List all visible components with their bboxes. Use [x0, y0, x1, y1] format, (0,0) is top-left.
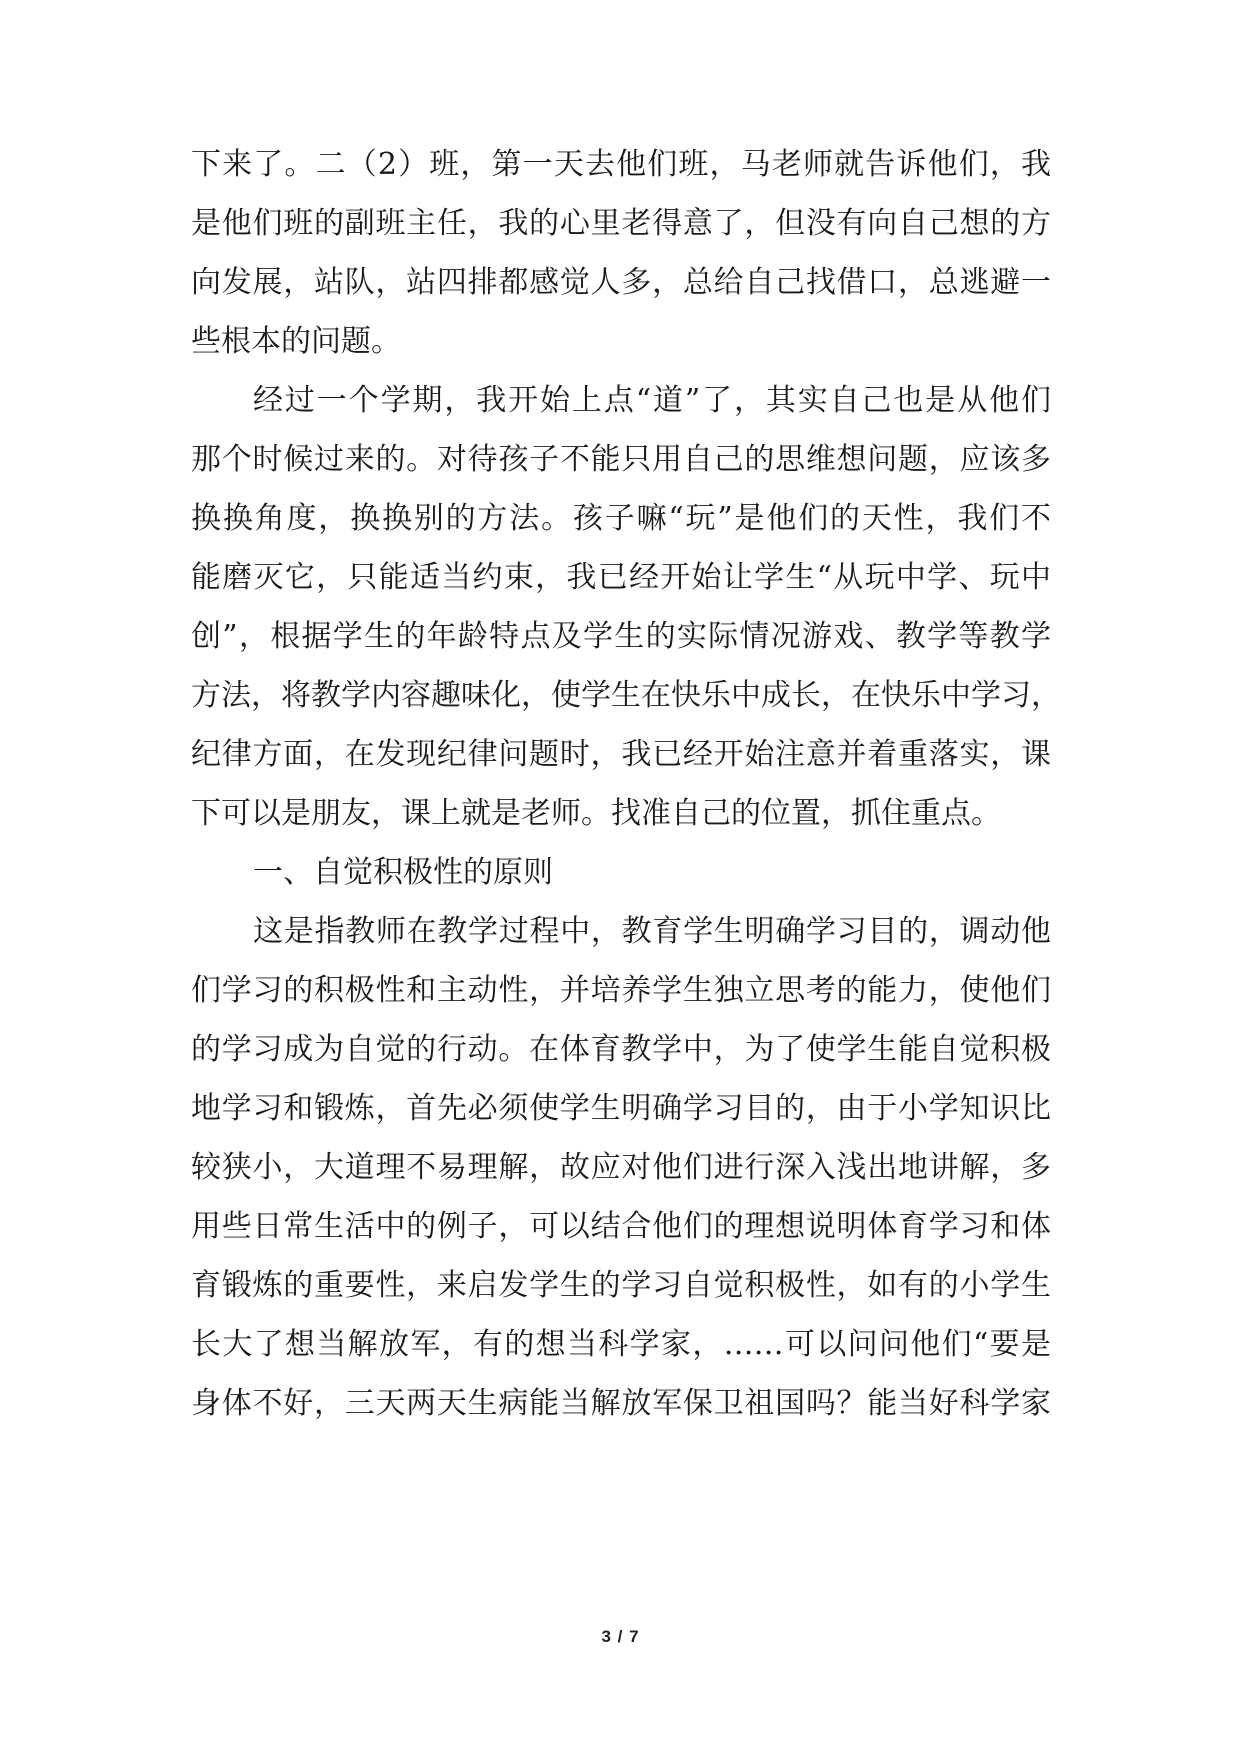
text-line: 些根本的问题。 [191, 324, 401, 359]
text-line: 下可以是朋友，课上就是老师。找准自己的位置，抓住重点。 [191, 796, 1001, 831]
text-line: 们学习的积极性和主动性，并培养学生独立思考的能力，使他们 [191, 973, 1051, 1008]
text-line: 较狭小，大道理不易理解，故应对他们进行深入浅出地讲解，多 [191, 1150, 1051, 1185]
text-line: 是他们班的副班主任，我的心里老得意了，但没有向自己想的方 [191, 206, 1051, 241]
paragraph-first-line: 这是指教师在教学过程中，教育学生明确学习目的，调动他 [253, 914, 1051, 949]
text-line: 地学习和锻炼，首先必须使学生明确学习目的，由于小学知识比 [191, 1091, 1051, 1126]
paragraph-first-line: 经过一个学期，我开始上点“道”了，其实自己也是从他们 [253, 383, 1051, 418]
text-line: 创”，根据学生的年龄特点及学生的实际情况游戏、教学等教学 [191, 619, 1051, 654]
text-line: 下来了。二（2）班，第一天去他们班，马老师就告诉他们，我 [191, 147, 1051, 182]
text-line: 纪律方面，在发现纪律问题时，我已经开始注意并着重落实，课 [191, 737, 1051, 772]
page-number: 3 / 7 [601, 1627, 640, 1646]
text-line: 能磨灭它，只能适当约束，我已经开始让学生“从玩中学、玩中 [191, 560, 1051, 595]
text-line: 换换角度，换换别的方法。孩子嘛“玩”是他们的天性，我们不 [191, 501, 1051, 536]
text-line: 身体不好，三天两天生病能当解放军保卫祖国吗？能当好科学家 [191, 1386, 1051, 1421]
section-heading: 一、自觉积极性的原则 [253, 855, 553, 890]
text-line: 长大了想当解放军，有的想当科学家，……可以问问他们“要是 [191, 1327, 1051, 1362]
text-line: 那个时候过来的。对待孩子不能只用自己的思维想问题，应该多 [191, 442, 1051, 477]
text-line: 的学习成为自觉的行动。在体育教学中，为了使学生能自觉积极 [191, 1032, 1051, 1067]
text-line: 用些日常生活中的例子，可以结合他们的理想说明体育学习和体 [191, 1209, 1051, 1244]
text-line: 育锻炼的重要性，来启发学生的学习自觉积极性，如有的小学生 [191, 1268, 1051, 1303]
text-line: 方法，将教学内容趣味化，使学生在快乐中成长，在快乐中学习， [191, 678, 1061, 713]
text-line: 向发展，站队，站四排都感觉人多，总给自己找借口，总逃避一 [191, 265, 1051, 300]
